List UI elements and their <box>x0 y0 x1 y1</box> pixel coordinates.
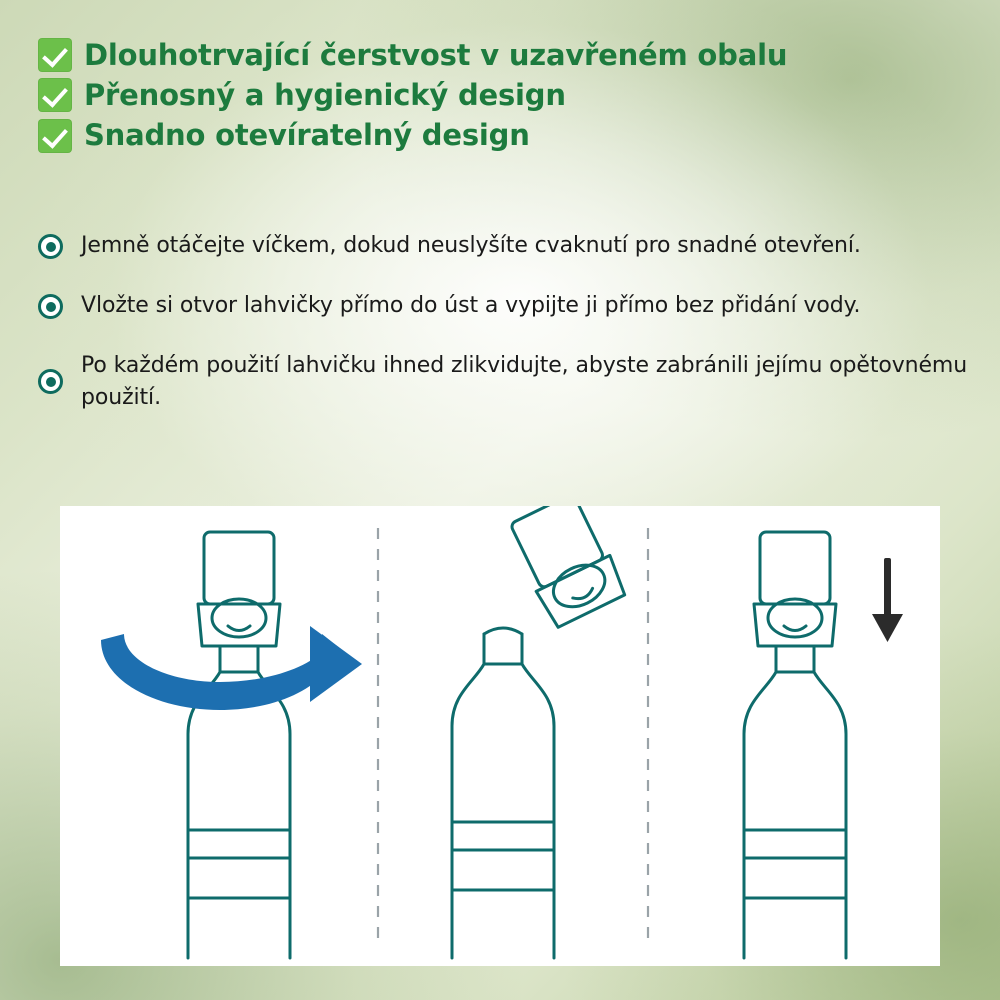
feature-label: Snadno otevíratelný design <box>84 118 530 153</box>
instruction-item <box>38 350 983 412</box>
feature-item <box>38 118 968 152</box>
feature-item <box>38 78 968 112</box>
radio-bullet-icon <box>38 369 63 394</box>
instruction-list <box>38 230 983 442</box>
instruction-text: Po každém použití lahvičku ihned zlikvidujte, abyste zabránili jejímu opětovnému použití. <box>81 353 968 410</box>
feature-label: Dlouhotrvající čerstvost v uzavřeném obalu <box>84 38 788 72</box>
check-icon <box>38 78 72 112</box>
instruction-text: Jemně otáčejte víčkem, dokud neuslyšíte cvaknutí pro snadné otevření. <box>81 233 861 258</box>
check-icon <box>38 38 72 72</box>
feature-label: Přenosný a hygienický design <box>84 78 566 113</box>
instruction-item <box>38 290 983 321</box>
instruction-item <box>38 230 983 261</box>
feature-item <box>38 38 968 72</box>
radio-bullet-icon <box>38 294 63 319</box>
check-icon <box>38 119 72 153</box>
instruction-text: Vložte si otvor lahvičky přímo do úst a vypijte ji přímo bez přidání vody. <box>81 293 861 319</box>
radio-bullet-icon <box>38 234 63 259</box>
usage-illustration <box>60 506 940 966</box>
feature-check-list <box>38 38 968 159</box>
